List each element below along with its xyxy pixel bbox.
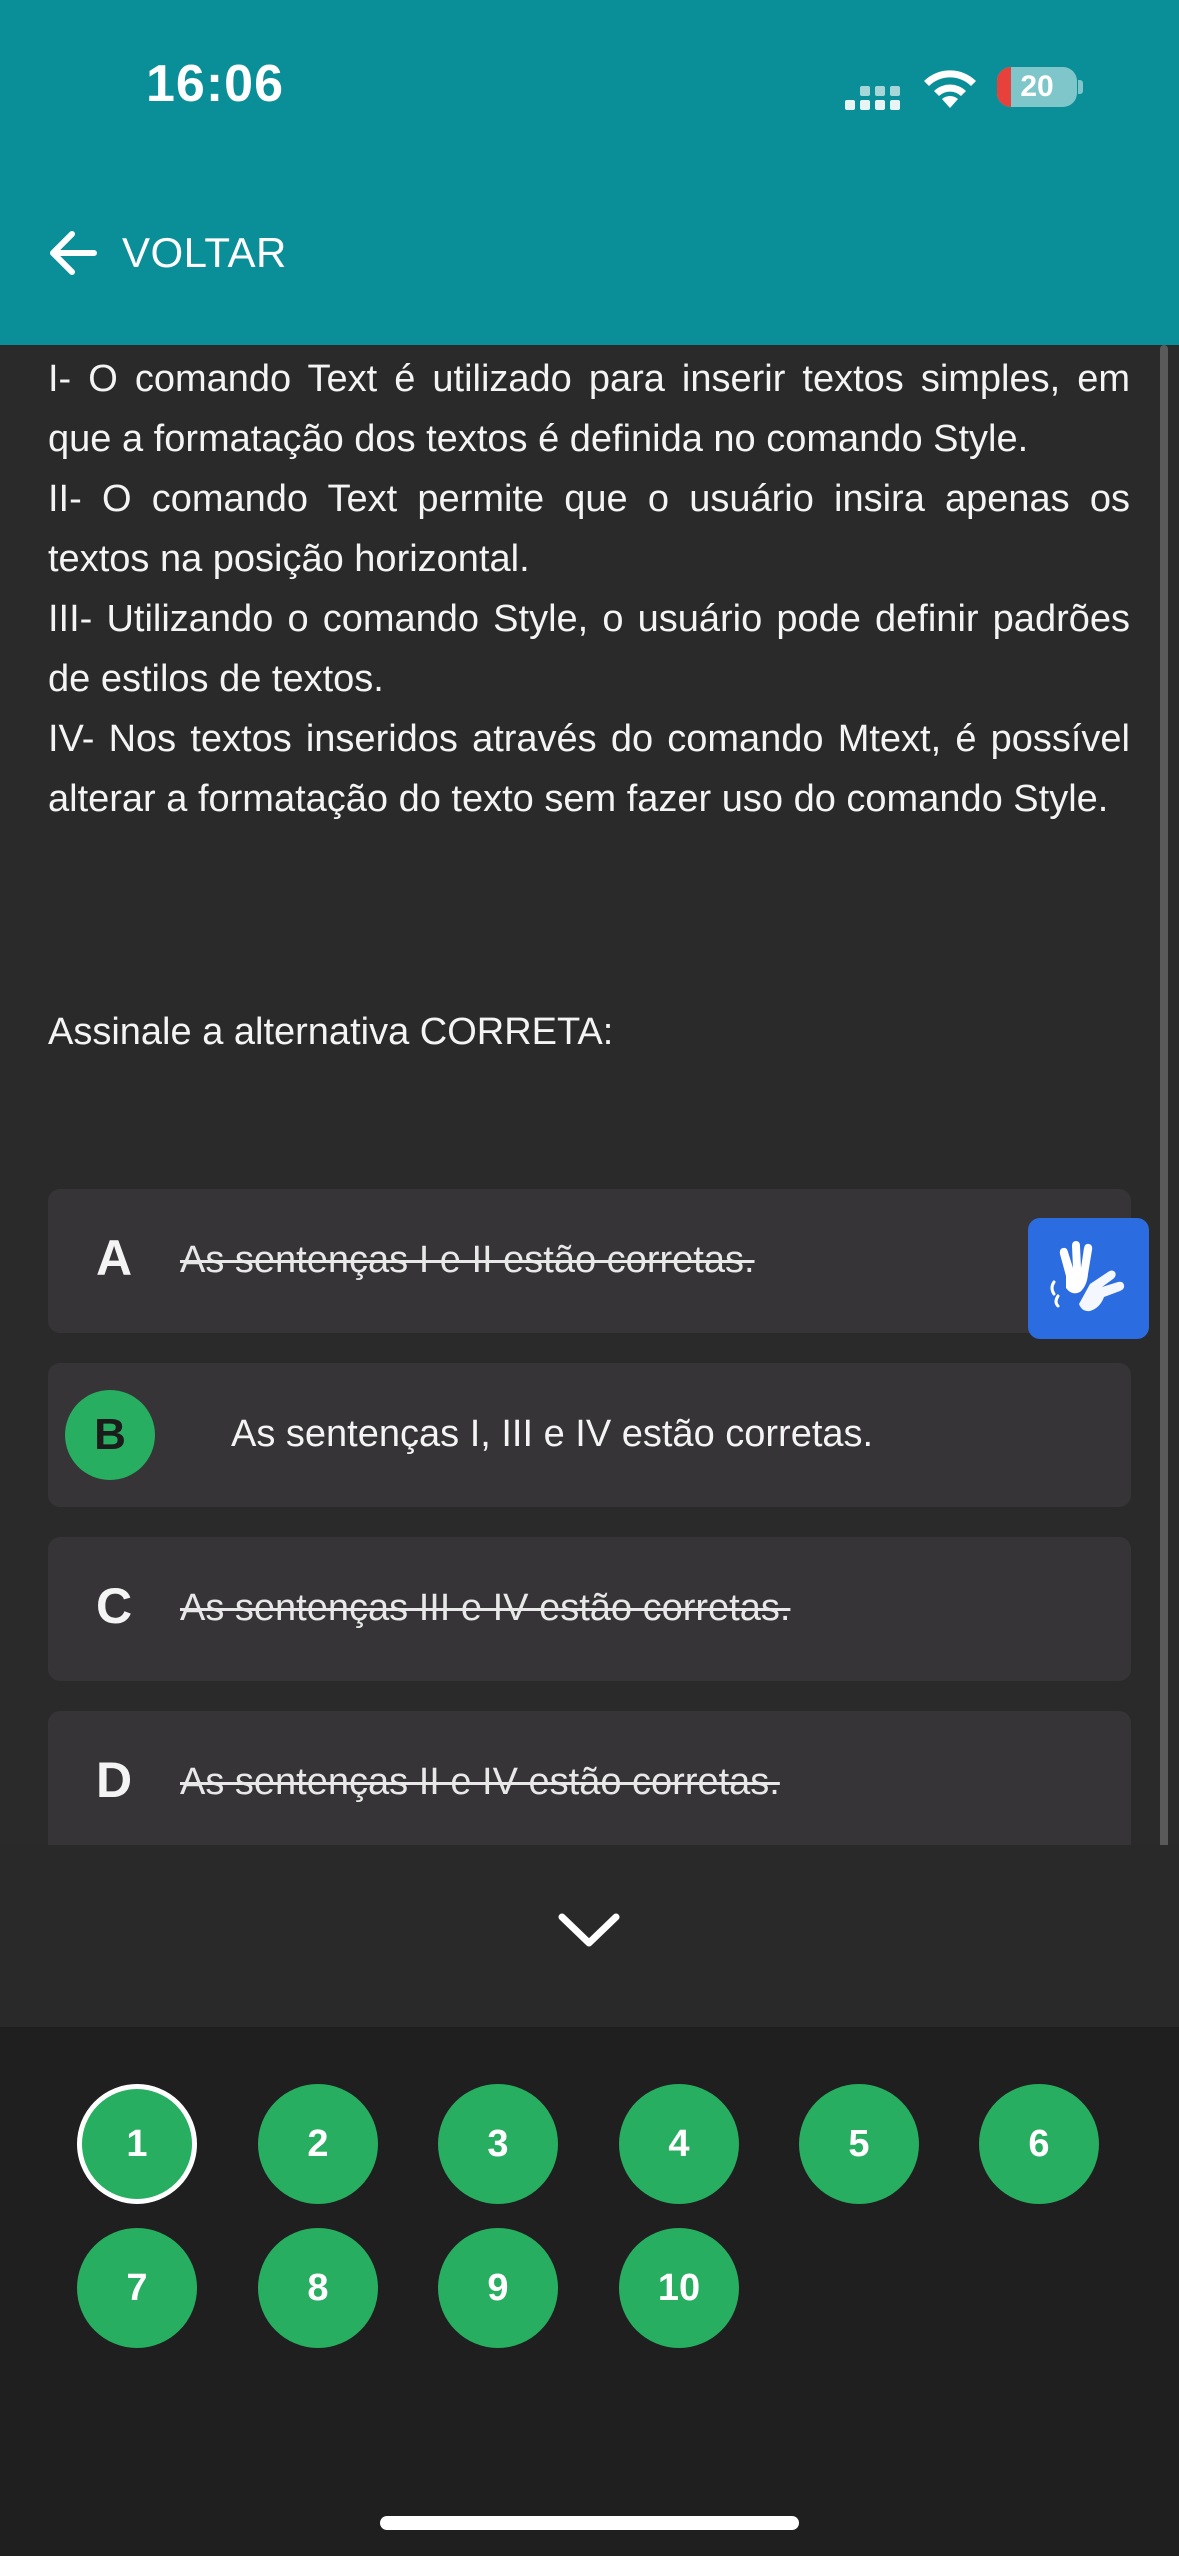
option-d[interactable] xyxy=(48,1711,1131,1845)
battery-level: 20 xyxy=(1020,70,1054,103)
question-number-8[interactable]: 8 xyxy=(258,2228,378,2348)
app-header xyxy=(0,0,1179,345)
question-number-4[interactable]: 4 xyxy=(619,2084,739,2204)
back-button[interactable] xyxy=(44,224,287,282)
option-letter: D xyxy=(96,1752,133,1808)
question-statement-2: II- O comando Text permite que o usuário insira apenas os textos na posição horizontal. xyxy=(48,478,1130,580)
battery-icon xyxy=(997,67,1077,107)
option-c[interactable] xyxy=(48,1537,1131,1681)
option-letter: A xyxy=(96,1230,133,1286)
option-a[interactable] xyxy=(48,1189,1131,1333)
battery-nub xyxy=(1078,80,1083,94)
question-number-2[interactable]: 2 xyxy=(258,2084,378,2204)
option-text: As sentenças I e II estão corretas. xyxy=(180,1239,755,1281)
question-content[interactable] xyxy=(0,345,1179,1845)
option-text: As sentenças III e IV estão corretas. xyxy=(180,1587,791,1629)
question-text xyxy=(48,349,1130,829)
libras-button[interactable] xyxy=(1028,1218,1149,1339)
back-label: VOLTAR xyxy=(122,229,287,276)
question-prompt: Assinale a alternativa CORRETA: xyxy=(48,1011,614,1053)
arrow-left-icon xyxy=(44,224,102,282)
option-text: As sentenças II e IV estão corretas. xyxy=(180,1761,780,1803)
question-number-5[interactable]: 5 xyxy=(799,2084,919,2204)
cellular-signal-icon xyxy=(845,82,903,110)
question-number-6[interactable]: 6 xyxy=(979,2084,1099,2204)
status-time: 16:06 xyxy=(146,55,284,113)
question-statement-3: III- Utilizando o comando Style, o usuário pode definir padrões de estilos de textos. xyxy=(48,598,1130,700)
option-b[interactable] xyxy=(48,1363,1131,1507)
question-statement-1: I- O comando Text é utilizado para inserir textos simples, em que a formatação dos textos é definida no comando Style. xyxy=(48,358,1130,460)
question-number-9[interactable]: 9 xyxy=(438,2228,558,2348)
sign-language-hands-icon xyxy=(1046,1236,1131,1321)
option-letter: C xyxy=(96,1578,133,1634)
question-number-3[interactable]: 3 xyxy=(438,2084,558,2204)
question-number-1[interactable]: 1 xyxy=(77,2084,197,2204)
navigation-panel-header xyxy=(0,1845,1179,2027)
chevron-down-icon[interactable] xyxy=(554,1905,624,1955)
wifi-icon xyxy=(920,64,980,112)
question-number-10[interactable]: 10 xyxy=(619,2228,739,2348)
option-letter-selected: B xyxy=(65,1390,155,1480)
question-statement-4: IV- Nos textos inseridos através do comando Mtext, é possível alterar a formatação do texto sem fazer uso do comando Style. xyxy=(48,718,1130,820)
question-number-7[interactable]: 7 xyxy=(77,2228,197,2348)
home-indicator[interactable] xyxy=(380,2516,799,2530)
option-text: As sentenças I, III e IV estão corretas. xyxy=(231,1413,874,1455)
